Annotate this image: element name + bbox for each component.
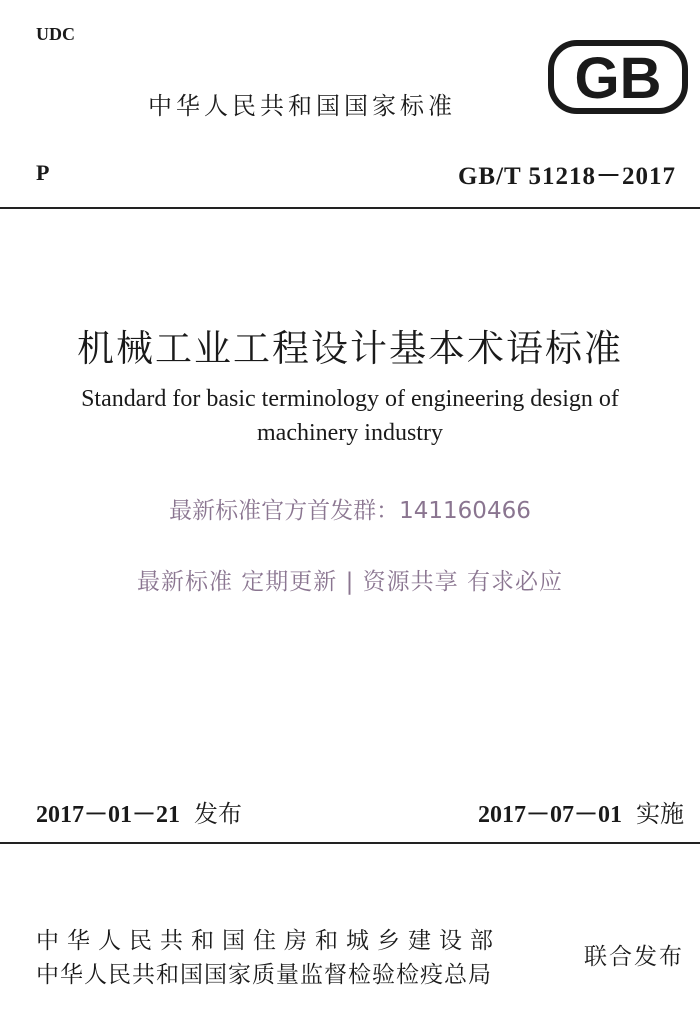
standard-number: GB/T 51218－2017 [457,163,676,190]
category-code: P [36,160,50,185]
gb-logo-text: GB [574,46,662,111]
publish-date: 2017－01－21 [36,802,180,828]
gb-logo-icon [548,40,688,114]
publish-label: 发布 [194,800,242,828]
implement-label: 实施 [636,800,684,828]
title-english [20,382,680,450]
promo-group-line: 最新标准官方首发群：141160466 [169,498,531,524]
national-standard-heading: 中华人民共和国国家标准 [148,92,456,120]
implement-date-block [478,794,684,829]
header-divider [0,207,700,209]
title-english-line2: machinery industry [257,420,443,446]
joint-issue-label: 联合发布 [584,944,684,970]
issuing-authorities [36,924,501,992]
implement-date: 2017－07－01 [478,802,622,828]
issuer-aqsiq: 中华人民共和国国家质量监督检验检疫总局 [36,962,492,988]
promo-slogan-line: 最新标准 定期更新 | 资源共享 有求必应 [137,569,563,595]
title-chinese: 机械工业工程设计基本术语标准 [77,327,623,370]
publish-date-block [36,794,242,829]
title-english-line1: Standard for basic terminology of engineering design of [81,386,619,412]
issuer-ministry: 中华人民共和国住房和城乡建设部 [36,928,501,954]
udc-label: UDC [36,24,75,44]
footer-divider [0,842,700,844]
